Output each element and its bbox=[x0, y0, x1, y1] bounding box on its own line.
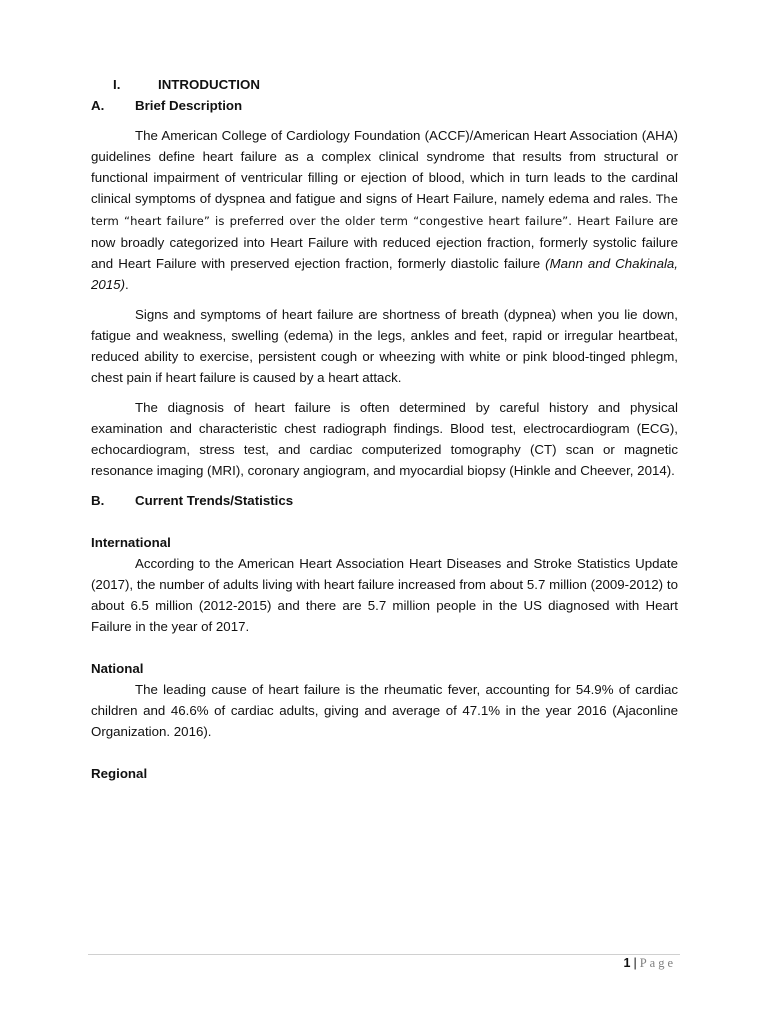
subsection-heading-trends bbox=[91, 490, 678, 511]
paragraph-national: The leading cause of heart failure is the rheumatic fever, accounting for 54.9% of cardiac children and 46.6% of cardiac adults, giving and average of 47.1% in the year 2016 (Ajaconline Organization. 2016). bbox=[91, 682, 678, 739]
subsection-title: Current Trends/Statistics bbox=[135, 493, 294, 508]
subsection-letter: A. bbox=[91, 98, 105, 113]
subsection-heading-brief bbox=[91, 95, 678, 116]
heading-international: International bbox=[91, 535, 171, 550]
paragraph-symptoms: Signs and symptoms of heart failure are shortness of breath (dypnea) when you lie down, fatigue and weakness, swelling (edema) in the legs, ankles and feet, rapid or irregular heartbeat, reduced ability to exercise, persistent cough or wheezing with white or pink blood-tinged phlegm, chest pain if heart failure is caused by a heart attack. bbox=[91, 307, 678, 385]
citation: (Mann and Chakinala, 2015) bbox=[91, 256, 679, 292]
paragraph-diagnosis: The diagnosis of heart failure is often determined by careful history and physical examination and characteristic chest radiograph findings. Blood test, electrocardiogram (ECG), echocardiogram, stress test, and cardiac computerized tomography (CT) scan or magnetic resonance imaging (MRI), coronary angiogram, and myocardial biopsy (Hinkle and Cheever, 2014). bbox=[91, 400, 678, 478]
page-footer bbox=[623, 953, 676, 973]
subsection-letter: B. bbox=[91, 493, 105, 508]
section-title: INTRODUCTION bbox=[158, 77, 260, 92]
footer-divider bbox=[88, 954, 680, 955]
paragraph-definition: The American College of Cardiology Foundation (ACCF)/American Heart Association (AHA) guidelines define heart failure as a complex clinical syndrome that results from structural or functional impairment of ventricular filling or ejection of blood, which in turn leads to the cardinal clinical symptoms of dyspnea and fatigue and signs of Heart Failure, namely edema and rales. The term “heart failure” is preferred over the older term “congestive heart failure”. Heart Failure are now broadly categorized into Heart Failure with reduced ejection fraction, formerly systolic failure and Heart Failure with preserved ejection fraction, formerly diastolic failure (Mann and Chakinala, 2015). bbox=[91, 128, 679, 292]
page-content bbox=[91, 74, 678, 784]
page-label: Page bbox=[639, 956, 676, 970]
section-number: I. bbox=[113, 77, 121, 92]
section-heading bbox=[91, 74, 678, 95]
heading-regional: Regional bbox=[91, 766, 148, 781]
page-number: 1 bbox=[623, 956, 631, 970]
paragraph-international: According to the American Heart Association Heart Diseases and Stroke Statistics Update (2017), the number of adults living with heart failure increased from about 5.7 million (2009-2012) to about 6.5 million (2012-2015) and there are 5.7 million people in the US diagnosed with Heart Failure in the year of 2017. bbox=[91, 556, 678, 634]
footer-separator: | bbox=[633, 956, 637, 970]
subsection-title: Brief Description bbox=[135, 98, 243, 113]
heading-national: National bbox=[91, 661, 144, 676]
paragraph-definition-note: The term “heart failure” is preferred over the older term “congestive heart failure”. Heart Failure bbox=[91, 192, 678, 228]
